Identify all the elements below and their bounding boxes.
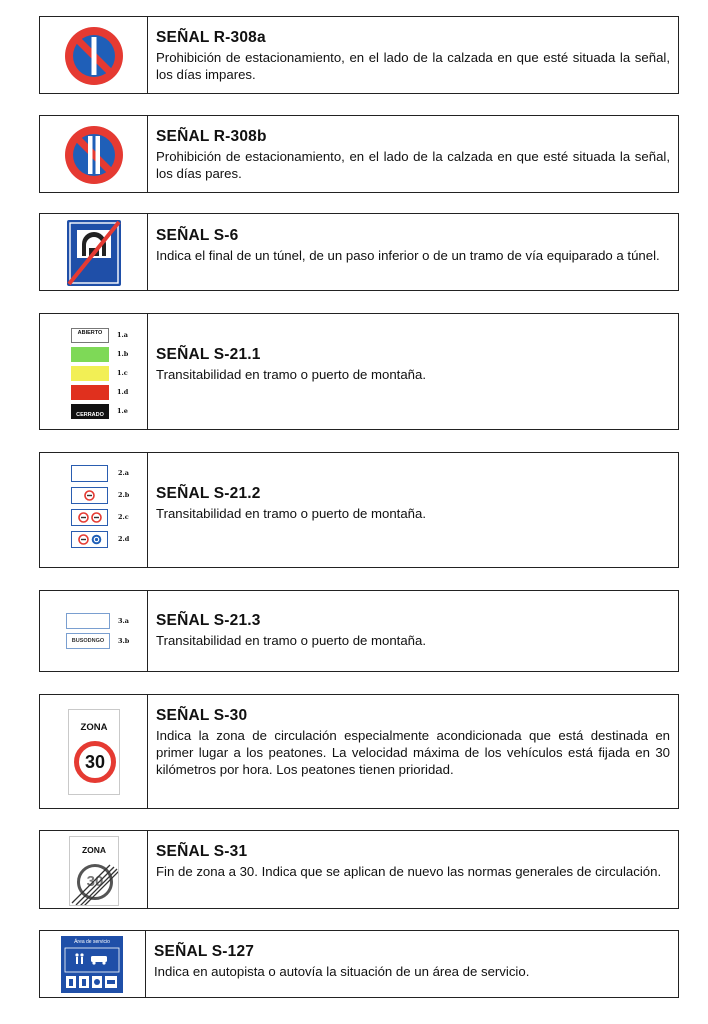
sign-text-cell: [148, 214, 678, 290]
restriction-label: 2.b: [118, 491, 130, 499]
prohibition-icon: [78, 534, 89, 545]
zone-label: ZONA: [80, 722, 108, 733]
sign-title: SEÑAL S-6: [156, 227, 239, 244]
service-area-sign-icon: [60, 935, 124, 994]
sign-description: Indica en autopista o autovía la situación de un área de servicio.: [154, 964, 530, 979]
sign-image-cell: [40, 453, 148, 567]
sign-card-s21-1: [39, 313, 679, 430]
end-stripes-icon: [70, 837, 119, 906]
end-of-tunnel-sign-icon: [67, 220, 121, 286]
status-label: 1.e: [117, 407, 128, 415]
no-parking-even-days-sign-icon: [63, 124, 125, 186]
mountain-pass-status-panel: [71, 328, 129, 421]
status-closed-box: [71, 404, 109, 419]
sign-description: Indica la zona de circulación especialmente acondicionada que está destinada en primer lugar a los peatones. La velocidad máxima de los vehículos está fijada en 30 kilómetros por hora. Los peatones tienen prioridad.: [156, 728, 670, 777]
mountain-pass-bus-panel: [66, 613, 138, 653]
sign-text-cell: [148, 591, 678, 671]
speed-limit-circle: [74, 741, 116, 783]
sign-text-cell: [148, 17, 678, 93]
restriction-box-two: [71, 509, 108, 526]
restriction-box-one: [71, 487, 108, 504]
prohibition-icon: [91, 512, 102, 523]
end-zone-30-sign-icon: [69, 836, 119, 906]
status-label: 1.c: [117, 369, 128, 377]
no-parking-odd-days-sign-icon: [63, 25, 125, 87]
restriction-label: 2.a: [118, 469, 129, 477]
sign-text-cell: [148, 314, 678, 429]
sign-card-s21-2: [39, 452, 679, 568]
restriction-box-chains: [71, 531, 108, 548]
sign-text-cell: [148, 831, 678, 908]
status-open-label: ABIERTO: [77, 330, 103, 336]
bus-label: 3.b: [118, 637, 130, 645]
zone-label: ZONA: [81, 845, 107, 855]
status-open-box: [71, 328, 109, 343]
sign-text-cell: [148, 695, 678, 808]
restriction-label: 2.d: [118, 535, 130, 543]
mountain-pass-restriction-panel: [71, 465, 130, 553]
sign-description: Prohibición de estacionamiento, en el lado de la calzada en que esté situada la señal, los días impares.: [156, 50, 670, 82]
sign-image-cell: [40, 17, 148, 93]
speed-value: 30: [84, 752, 106, 772]
sign-card-s6: [39, 213, 679, 291]
sign-text-cell: [148, 453, 678, 567]
sign-description: Transitabilidad en tramo o puerto de montaña.: [156, 506, 427, 521]
sign-description: Transitabilidad en tramo o puerto de montaña.: [156, 367, 427, 382]
bus-box-text: [66, 633, 110, 649]
chains-required-icon: [91, 534, 102, 545]
service-pictograms-icon: [61, 946, 123, 994]
status-green-box: [71, 347, 109, 362]
zone-30-sign-icon: [68, 709, 120, 795]
sign-card-s127: [39, 930, 679, 998]
status-label: 1.a: [117, 331, 128, 339]
status-label: 1.b: [117, 350, 129, 358]
sign-image-cell: [40, 831, 148, 908]
status-yellow-box: [71, 366, 109, 381]
sign-title: SEÑAL S-21.2: [156, 485, 261, 502]
bus-box-empty: [66, 613, 110, 629]
restriction-box-empty: [71, 465, 108, 482]
sign-title: SEÑAL S-21.1: [156, 346, 261, 363]
sign-description: Fin de zona a 30. Indica que se aplican de nuevo las normas generales de circulación.: [156, 864, 662, 879]
prohibition-icon: [78, 512, 89, 523]
restriction-label: 2.c: [118, 513, 129, 521]
sign-image-cell: [40, 591, 148, 671]
sign-image-cell: [40, 695, 148, 808]
service-area-header: Área de servicio: [74, 939, 110, 945]
sign-card-s31: [39, 830, 679, 909]
sign-card-s21-3: [39, 590, 679, 672]
sign-card-r308b: [39, 115, 679, 193]
sign-image-cell: [40, 214, 148, 290]
prohibition-icon: [84, 490, 95, 501]
sign-title: SEÑAL S-31: [156, 843, 248, 860]
sign-image-cell: [40, 931, 146, 997]
sign-image-cell: [40, 116, 148, 192]
sign-image-cell: [40, 314, 148, 429]
status-closed-label: CERRADO: [76, 412, 104, 418]
sign-description: Indica el final de un túnel, de un paso inferior o de un tramo de vía equiparado a túnel.: [156, 248, 660, 263]
bus-text: BUSODNGO: [71, 638, 105, 644]
sign-text-cell: [148, 116, 678, 192]
sign-title: SEÑAL S-21.3: [156, 612, 261, 629]
sign-title: SEÑAL R-308b: [156, 128, 267, 145]
sign-title: SEÑAL S-127: [154, 943, 255, 960]
sign-title: SEÑAL R-308a: [156, 29, 266, 46]
sign-text-cell: [146, 931, 678, 997]
sign-card-r308a: [39, 16, 679, 94]
status-label: 1.d: [117, 388, 129, 396]
status-red-box: [71, 385, 109, 400]
sign-description: Prohibición de estacionamiento, en el lado de la calzada en que esté situada la señal, los días pares.: [156, 149, 670, 181]
sign-title: SEÑAL S-30: [156, 707, 248, 724]
speed-value: 30: [86, 873, 104, 890]
sign-card-s30: [39, 694, 679, 809]
sign-description: Transitabilidad en tramo o puerto de montaña.: [156, 633, 427, 648]
bus-label: 3.a: [118, 617, 129, 625]
